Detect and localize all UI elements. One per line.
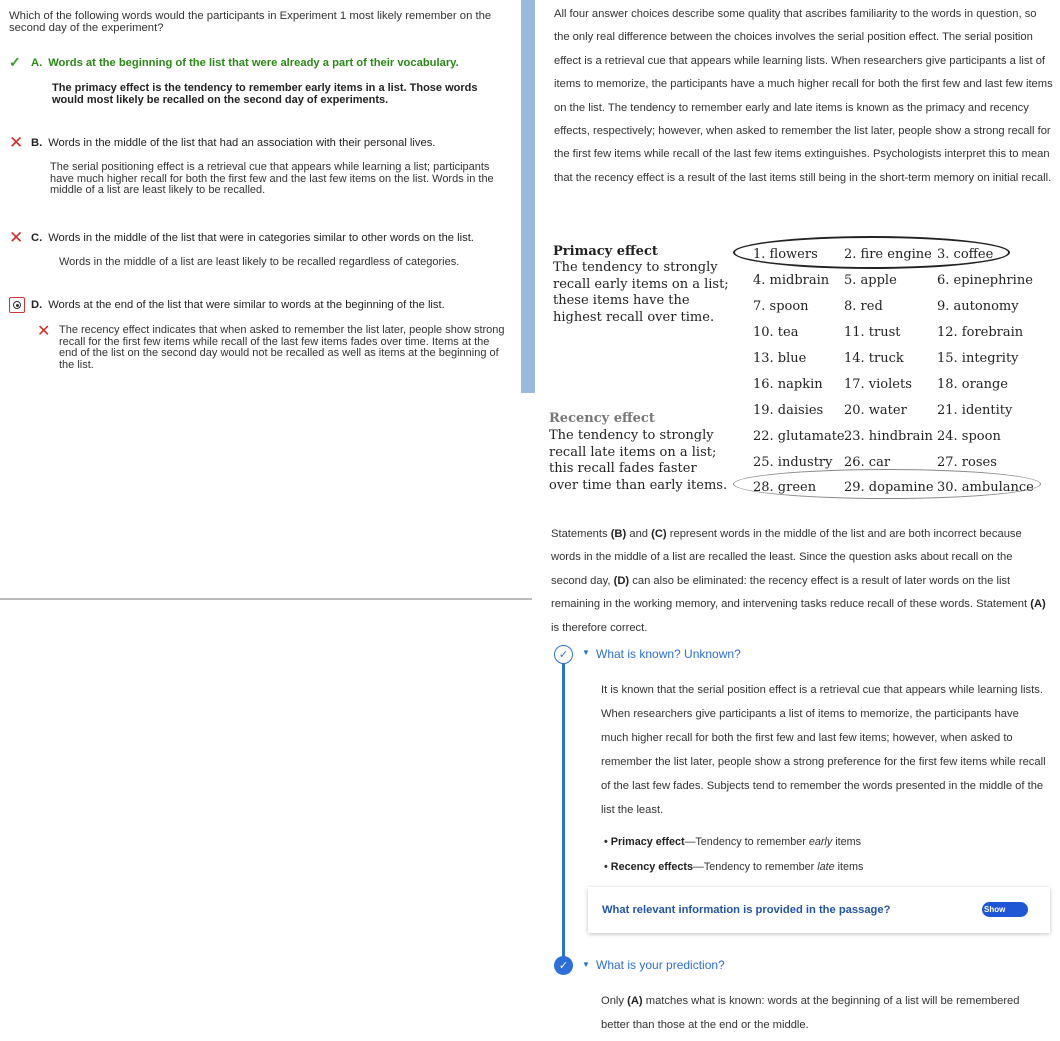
word-item: 30. ambulance	[937, 480, 1034, 496]
choice-explanation: The primacy effect is the tendency to remember early items in a list. Those words would most likely be recalled on the second day of experiments.	[52, 82, 478, 106]
intro-paragraph: All four answer choices describe some quality that ascribes familiarity to the words in question, so the only real difference between the choices involves the serial position effect. The serial position effect is a retrieval cue that appears while learning lists. When researchers give participants a list of items to memorize, the participants have a much higher recall for both the first few and last few items on the list. The tendency to remember early and late items is known as the primacy and recency effects, respectively; however, when asked to remember the list later, people show a strong recall for the first few items while recall of the last few items extinguishes. Psychologists interpret this to mean that the recency effect is a result of the last items still being in the short-term memory on initial recall.	[554, 8, 1053, 184]
word-row	[753, 268, 1048, 294]
serial-position-figure	[548, 236, 1048, 501]
prediction-text: Only (A) matches what is known: words at the beginning of a list will be remembered better than those at the end or the middle.	[601, 995, 1020, 1031]
selected-radio-icon[interactable]	[9, 297, 25, 313]
word-item: 10. tea	[753, 325, 799, 341]
choice-explanation: The serial positioning effect is a retrieval cue that appears while learning a list; participants have much higher recall for both the first few and the last few items on the list. Words in the middle of a list are least likely to be recalled.	[50, 161, 494, 196]
primacy-title: Primacy effect	[553, 244, 658, 259]
card-question: What relevant information is provided in the passage?	[602, 904, 891, 916]
word-item: 24. spoon	[937, 428, 1001, 444]
caret-down-icon[interactable]: ▼	[582, 648, 590, 657]
word-item: 4. midbrain	[753, 273, 830, 289]
word-item: 16. napkin	[753, 376, 823, 392]
word-item: 8. red	[844, 299, 883, 315]
word-item: 3. coffee	[937, 247, 994, 263]
word-item: 7. spoon	[753, 299, 809, 315]
word-item: 23. hindbrain	[844, 428, 933, 444]
choice-letter: A.	[31, 57, 43, 69]
x-icon: ✕	[37, 323, 51, 340]
effects-list	[604, 830, 863, 879]
word-item: 6. epinephrine	[937, 273, 1033, 289]
check-circle-filled-icon: ✓	[554, 956, 573, 975]
word-item: 25. industry	[753, 454, 833, 470]
word-item: 12. forebrain	[937, 325, 1024, 341]
word-row	[753, 242, 1048, 268]
choice-letter: C.	[31, 232, 43, 244]
question-text: Which of the following words would the participants in Experiment 1 most likely remember on the second day of the experiment?	[9, 10, 492, 34]
choice-explanation: Words in the middle of a list are least likely to be recalled regardless of categories.	[59, 256, 460, 268]
choice-text: Words in the middle of the list that were in categories similar to other words on the list.	[48, 232, 474, 244]
choice-letter: B.	[31, 137, 43, 149]
word-item: 2. fire engine	[844, 247, 932, 263]
word-item: 21. identity	[937, 402, 1013, 418]
step-prediction-toggle[interactable]: What is your prediction?	[596, 958, 725, 972]
word-row	[753, 320, 1048, 346]
choice-letter: D.	[31, 299, 43, 311]
word-row	[753, 346, 1048, 372]
panel-scrollbar[interactable]	[521, 0, 535, 393]
word-item: 15. integrity	[937, 351, 1019, 366]
x-icon: ✕	[9, 228, 24, 247]
word-list-grid	[753, 242, 1048, 501]
recency-description: The tendency to strongly recall late items on a list; this recall fades faster over time than early items.	[549, 428, 728, 493]
word-item: 13. blue	[753, 351, 807, 366]
known-text: It is known that the serial position effect is a retrieval cue that appears while learning lists. When researchers give participants a list of items to memorize, the participants have much higher recall for both the first few and last few items; however, when asked to remember the list later, people show a strong preference for the first few items while recall of the last few fades. Subjects tend to remember the words presented in the middle of the list the least.	[601, 684, 1046, 816]
conclusion-paragraph: Statements (B) and (C) represent words in the middle of the list and are both incorrect because words in the middle of a list are recalled the least. Since the question asks about recall on the second day, (D) can also be eliminated: the recency effect is a result of later words on the list remaining in the working memory, and intervening tasks reduce recall of these words. Statement (A) is therefore correct.	[551, 528, 1046, 634]
word-item: 19. daisies	[753, 402, 824, 418]
word-row	[753, 423, 1048, 449]
divider	[0, 598, 532, 600]
word-item: 9. autonomy	[937, 299, 1019, 315]
list-item: • Recency effects—Tendency to remember late items	[604, 855, 863, 880]
recency-title: Recency effect	[549, 411, 655, 426]
word-item: 26. car	[844, 454, 891, 470]
choice-d[interactable]	[9, 298, 519, 371]
step-known-toggle[interactable]: What is known? Unknown?	[596, 647, 741, 661]
word-item: 22. glutamate	[753, 428, 845, 444]
choice-c[interactable]	[9, 228, 519, 269]
choice-a[interactable]	[9, 56, 519, 106]
word-row	[753, 397, 1048, 423]
x-icon: ✕	[9, 133, 24, 152]
word-item: 14. truck	[844, 351, 904, 366]
word-item: 1. flowers	[753, 247, 818, 263]
word-item: 17. violets	[844, 376, 912, 392]
passage-info-card	[588, 887, 1050, 933]
word-item: 20. water	[844, 402, 907, 418]
word-row	[753, 294, 1048, 320]
word-item: 5. apple	[844, 273, 897, 289]
choice-text: Words in the middle of the list that had an association with their personal lives.	[48, 137, 436, 149]
word-item: 18. orange	[937, 376, 1008, 392]
choice-text: Words at the end of the list that were similar to words at the beginning of the list.	[48, 299, 445, 311]
check-circle-icon: ✓	[554, 645, 573, 664]
word-row	[753, 371, 1048, 397]
step-timeline	[562, 650, 565, 968]
primacy-description: The tendency to strongly recall early items on a list; these items have the highest recall over time.	[553, 260, 729, 325]
choice-text: Words at the beginning of the list that were already a part of their vocabulary.	[48, 57, 459, 69]
caret-down-icon[interactable]: ▼	[582, 960, 590, 969]
word-row	[753, 475, 1048, 501]
word-item: 27. roses	[937, 454, 997, 470]
choice-b[interactable]	[9, 133, 519, 197]
word-row	[753, 449, 1048, 475]
checkmark-icon: ✓	[9, 54, 21, 70]
word-item: 29. dopamine	[844, 480, 934, 496]
choice-explanation: The recency effect indicates that when asked to remember the list later, people show strong recall for the first few items while recall of the last few items fades over time. Items at the end of the list on the second day would not be recalled as well as items at the beginning of the list.	[59, 324, 505, 371]
word-item: 28. green	[753, 480, 817, 496]
list-item: • Primacy effect—Tendency to remember early items	[604, 830, 863, 855]
show-button[interactable]: Show	[982, 902, 1028, 917]
explanation-panel	[536, 0, 1060, 1041]
word-item: 11. trust	[844, 325, 901, 341]
